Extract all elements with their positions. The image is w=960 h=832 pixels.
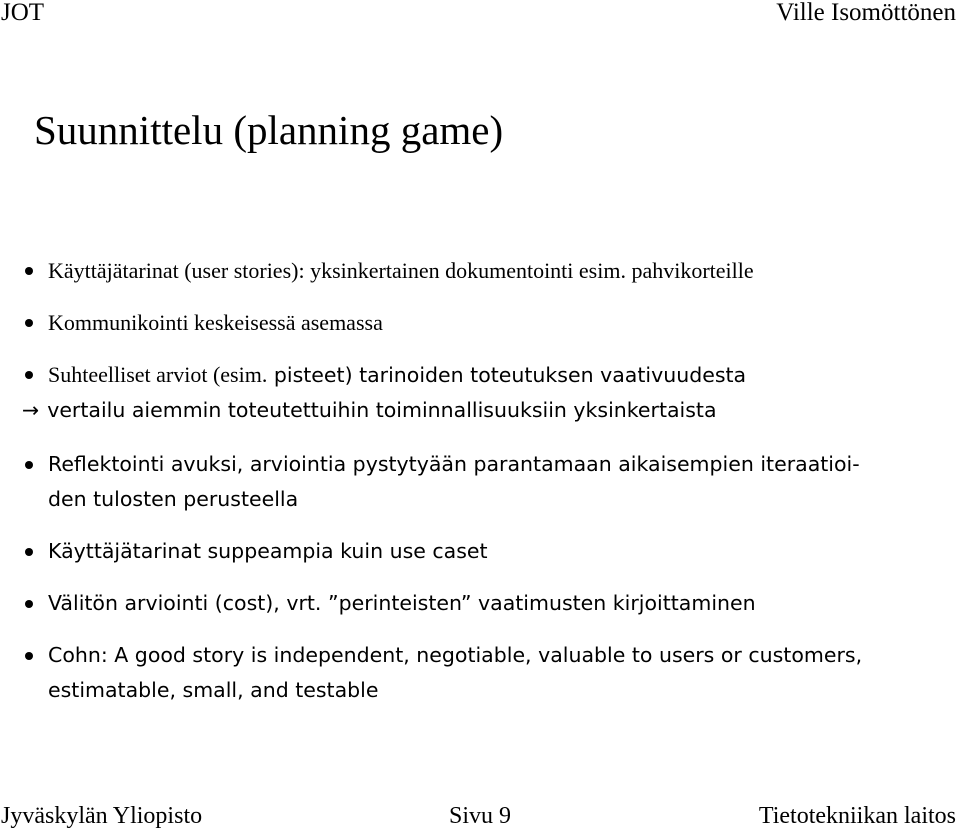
bullet-text: Cohn: A good story is independent, negotiable, valuable to users or customers, <box>48 643 863 667</box>
header-course: JOT <box>1 0 45 26</box>
bullet-text: Kommunikointi keskeisessä asemassa <box>48 310 383 335</box>
bullet-text-part: Suhteelliset arviot (esim. <box>48 362 268 387</box>
bullet-item <box>48 253 956 288</box>
footer-department: Tietotekniikan laitos <box>758 803 956 829</box>
bullet-text-continuation: estimatable, small, and testable <box>48 678 379 702</box>
bullet-item <box>48 534 956 569</box>
bullet-dot-icon <box>25 267 33 275</box>
header-author: Ville Isomöttönen <box>776 0 956 26</box>
bullet-item <box>48 586 956 621</box>
bullet-dot-icon <box>25 461 33 469</box>
slide-title: Suunnittelu (planning game) <box>34 107 504 153</box>
bullet-item <box>48 638 956 708</box>
bullet-text: Reflektointi avuksi, arviointia pystytyään parantamaan aikaisempien iteraatioi- <box>48 452 860 476</box>
bullet-text <box>48 357 956 393</box>
bullet-item <box>48 305 956 340</box>
bullet-dot-icon <box>25 600 33 608</box>
bullet-text: Käyttäjätarinat (user stories): yksinkertainen dokumentointi esim. pahvikorteille <box>48 258 754 283</box>
bullet-item <box>48 447 956 517</box>
bullet-text-part: pisteet) tarinoiden toteutuksen vaativuudesta <box>267 363 747 387</box>
bullet-dot-icon <box>25 548 33 556</box>
bullet-text-continuation: den tulosten perusteella <box>48 487 299 511</box>
bullet-text: Käyttäjätarinat suppeampia kuin use caset <box>48 539 488 563</box>
bullet-dot-icon <box>25 319 33 327</box>
bullet-text-part: vertailu aiemmin toteutettuihin toiminnallisuuksiin yksinkertaista <box>47 398 717 422</box>
bullet-item <box>22 357 956 428</box>
bullet-text: Välitön arviointi (cost), vrt. ”perinteisten” vaatimusten kirjoittaminen <box>48 591 756 615</box>
bullet-text-continuation <box>22 393 956 428</box>
bullet-dot-icon <box>25 652 33 660</box>
bullet-dot-icon <box>25 371 33 379</box>
footer-university: Jyväskylän Yliopisto <box>1 803 203 829</box>
right-arrow-icon: → <box>22 398 40 422</box>
footer-page-number: Sivu 9 <box>449 803 512 829</box>
